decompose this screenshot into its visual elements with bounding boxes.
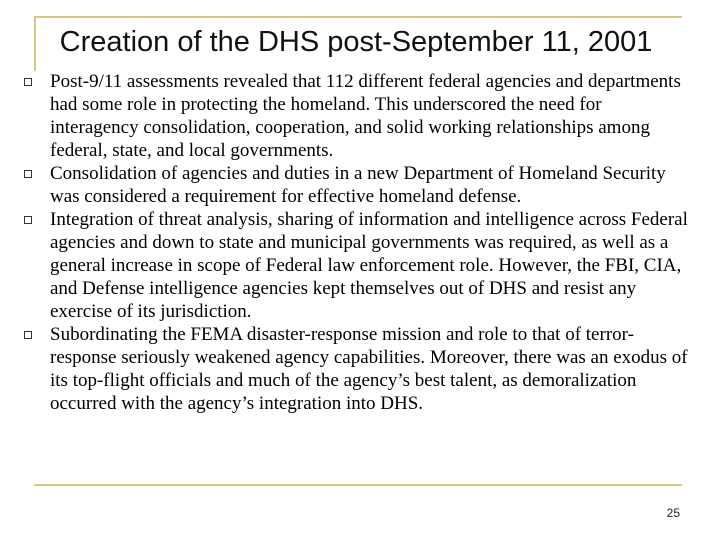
bottom-decorative-rule bbox=[34, 484, 682, 486]
bullet-item bbox=[24, 323, 692, 415]
page-number: 25 bbox=[666, 506, 680, 520]
slide-title: Creation of the DHS post-September 11, 2001 bbox=[59, 26, 653, 58]
square-bullet-icon bbox=[24, 78, 32, 86]
bullet-text: Integration of threat analysis, sharing of information and intelligence across Federal agencies and down to state and municipal governments was required, as well as a general increase in scope of Federal law enforcement role. However, the FBI, CIA, and Defense intelligence agencies kept themselves out of DHS and resist any exercise of its jurisdiction. bbox=[50, 209, 688, 322]
square-bullet-icon bbox=[24, 331, 32, 339]
bullet-item bbox=[24, 208, 692, 323]
bullet-text: Consolidation of agencies and duties in a new Department of Homeland Security was considered a requirement for effective homeland defense. bbox=[50, 163, 666, 207]
bullet-text: Post-9/11 assessments revealed that 112 different federal agencies and departments had some role in protecting the homeland. This underscored the need for interagency consolidation, cooperation, and solid working relationships among federal, state, and local governments. bbox=[50, 71, 681, 161]
square-bullet-icon bbox=[24, 170, 32, 178]
bullet-list bbox=[24, 70, 692, 415]
bullet-item bbox=[24, 162, 692, 208]
bullet-text: Subordinating the FEMA disaster-response mission and role to that of terror-response seriously weakened agency capabilities. Moreover, there was an exodus of its top-flight officials and much of the agency’s best talent, as demoralization occurred with the agency’s integration into DHS. bbox=[50, 324, 688, 414]
square-bullet-icon bbox=[24, 216, 32, 224]
bullet-item bbox=[24, 70, 692, 162]
